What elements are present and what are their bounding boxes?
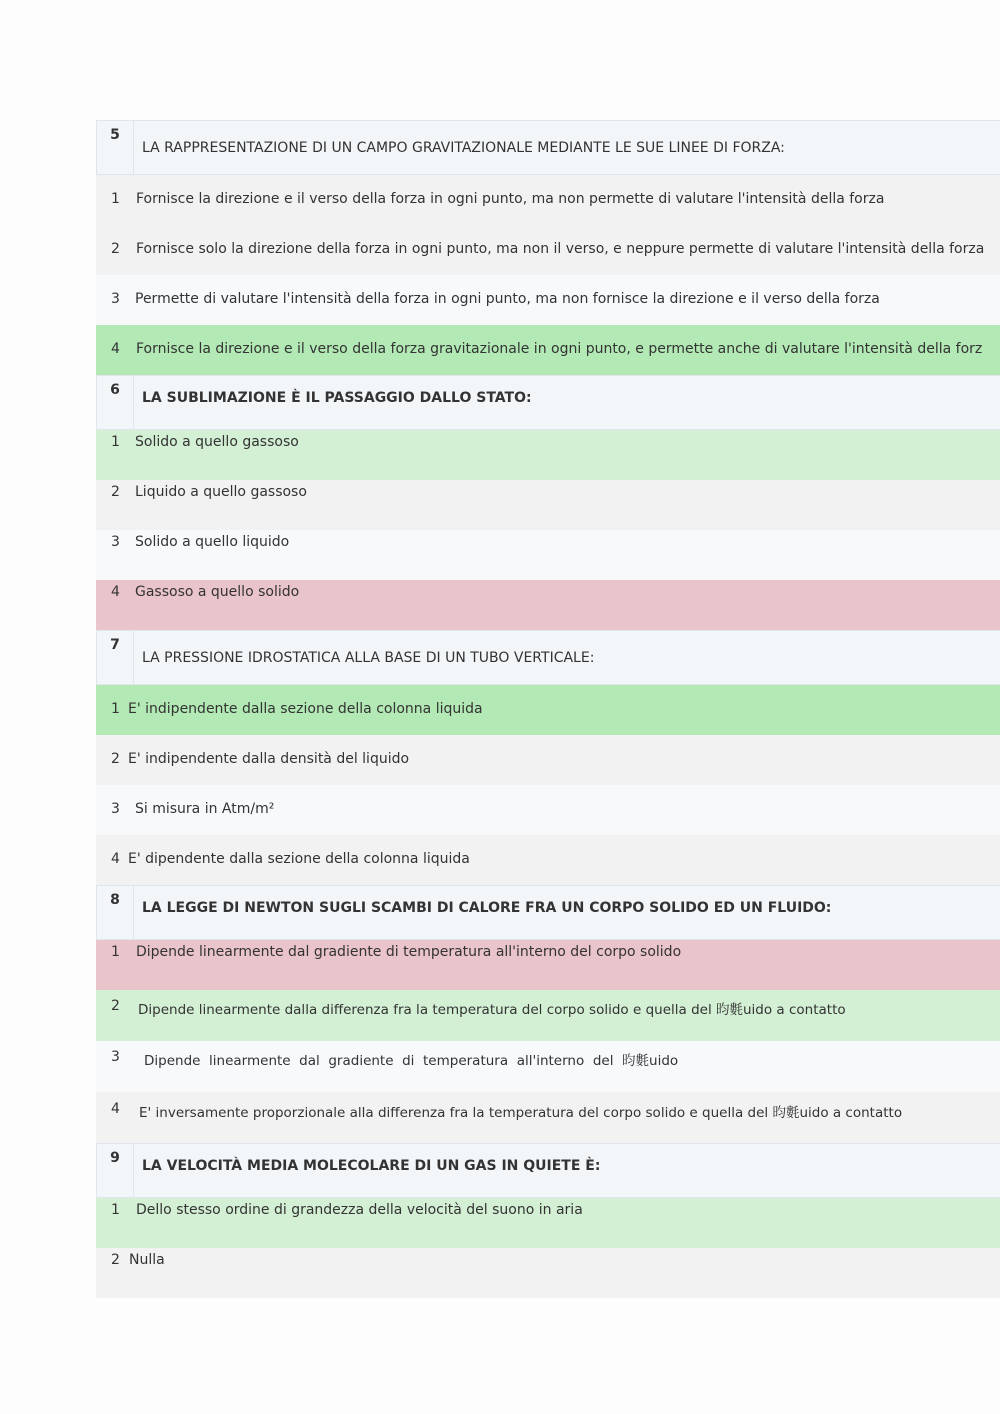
question-header <box>96 120 1000 175</box>
answer-number: 1 <box>111 1202 120 1218</box>
answer-text: Dello stesso ordine di grandezza della velocità del suono in aria <box>136 1202 583 1218</box>
answer-number: 4 <box>111 341 120 357</box>
question-number: 7 <box>97 631 134 684</box>
answer-option[interactable] <box>96 1092 1000 1143</box>
answer-option[interactable] <box>96 480 1000 530</box>
answer-number: 1 <box>111 434 120 450</box>
answer-number: 1 <box>111 191 120 207</box>
answer-number: 2 <box>111 751 120 767</box>
answer-option-wrong[interactable] <box>96 580 1000 630</box>
answer-text: Permette di valutare l'intensità della forza in ogni punto, ma non fornisce la direzione e il verso della forza <box>135 291 880 307</box>
question-number: 8 <box>97 886 134 939</box>
answer-text: Solido a quello liquido <box>135 534 290 550</box>
answer-text: Nulla <box>129 1252 165 1268</box>
answer-text: E' dipendente dalla sezione della colonna liquida <box>128 851 470 867</box>
answer-number: 3 <box>111 801 120 817</box>
answer-option-correct[interactable] <box>96 990 1000 1041</box>
answer-text: Dipende linearmente dal gradiente di temperatura all'interno del corpo solido <box>136 944 682 960</box>
answer-number: 4 <box>111 584 120 600</box>
answer-number: 2 <box>111 484 120 500</box>
question-text: LA RAPPRESENTAZIONE DI UN CAMPO GRAVITAZIONALE MEDIANTE LE SUE LINEE DI FORZA: <box>142 140 785 156</box>
answer-option[interactable] <box>96 175 1000 225</box>
answer-number: 3 <box>111 534 120 550</box>
answer-option-correct[interactable] <box>96 325 1000 375</box>
answer-text: Gassoso a quello solido <box>135 584 300 600</box>
answer-option[interactable] <box>96 1041 1000 1092</box>
answer-text: Liquido a quello gassoso <box>135 484 307 500</box>
question-text: LA VELOCITÀ MEDIA MOLECOLARE DI UN GAS IN QUIETE È: <box>142 1158 601 1174</box>
answer-option-correct[interactable] <box>96 430 1000 480</box>
quiz-list <box>96 120 1000 1298</box>
answer-text: Si misura in Atm/m² <box>135 801 275 817</box>
answer-text: E' indipendente dalla densità del liquido <box>128 751 410 767</box>
answer-option-correct[interactable] <box>96 685 1000 735</box>
answer-number: 4 <box>111 851 120 867</box>
answer-text: Solido a quello gassoso <box>135 434 299 450</box>
question-header <box>96 1143 1000 1198</box>
answer-text: Dipende linearmente dal gradiente di temperatura all'interno del 昀氀uido <box>144 1053 679 1069</box>
answer-option[interactable] <box>96 1248 1000 1298</box>
answer-option[interactable] <box>96 275 1000 325</box>
answer-number: 4 <box>111 1101 120 1117</box>
answer-option[interactable] <box>96 225 1000 275</box>
answer-text: Fornisce solo la direzione della forza in ogni punto, ma non il verso, e neppure permette di valutare l'intensità della forza <box>136 241 985 257</box>
answer-number: 2 <box>111 241 120 257</box>
answer-option[interactable] <box>96 735 1000 785</box>
answer-option[interactable] <box>96 530 1000 580</box>
answer-text: Fornisce la direzione e il verso della forza gravitazionale in ogni punto, e permette anche di valutare l'intensità della forz <box>136 341 983 357</box>
answer-option-correct[interactable] <box>96 1198 1000 1248</box>
answer-number: 1 <box>111 701 120 717</box>
question-header <box>96 885 1000 940</box>
answer-text: Dipende linearmente dalla differenza fra la temperatura del corpo solido e quella del 昀氀uido a contatto <box>138 1002 846 1018</box>
answer-number: 1 <box>111 944 120 960</box>
answer-number: 3 <box>111 291 120 307</box>
question-number: 6 <box>97 376 134 429</box>
answer-option[interactable] <box>96 785 1000 835</box>
answer-option-wrong[interactable] <box>96 940 1000 990</box>
answer-text: Fornisce la direzione e il verso della forza in ogni punto, ma non permette di valutare l'intensità della forza <box>136 191 885 207</box>
answer-text: E' inversamente proporzionale alla differenza fra la temperatura del corpo solido e quella del 昀氀uido a contatto <box>139 1105 903 1121</box>
answer-number: 3 <box>111 1049 120 1065</box>
answer-text: E' indipendente dalla sezione della colonna liquida <box>128 701 483 717</box>
question-number: 9 <box>97 1144 134 1197</box>
answer-number: 2 <box>111 1252 120 1268</box>
question-text: LA SUBLIMAZIONE È IL PASSAGGIO DALLO STATO: <box>142 390 532 406</box>
answer-option[interactable] <box>96 835 1000 885</box>
question-text: LA LEGGE DI NEWTON SUGLI SCAMBI DI CALORE FRA UN CORPO SOLIDO ED UN FLUIDO: <box>142 900 832 916</box>
question-header <box>96 630 1000 685</box>
question-header <box>96 375 1000 430</box>
question-text: LA PRESSIONE IDROSTATICA ALLA BASE DI UN TUBO VERTICALE: <box>142 650 595 666</box>
answer-number: 2 <box>111 998 120 1014</box>
question-number: 5 <box>97 121 134 174</box>
